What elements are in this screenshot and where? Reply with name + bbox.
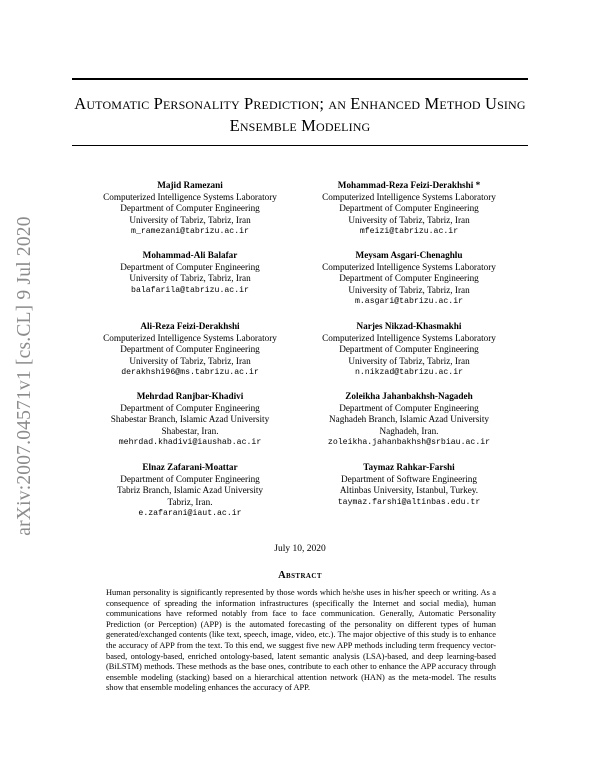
author-email[interactable]: zoleikha.jahanbakhsh@srbiau.ac.ir bbox=[327, 438, 491, 448]
publication-date: July 10, 2020 bbox=[274, 544, 326, 554]
author-email[interactable]: m.asgari@tabrizu.ac.ir bbox=[354, 297, 464, 307]
paper-title: Automatic Personality Prediction; an Enhanced Method Using Ensemble Modeling bbox=[74, 94, 526, 135]
title-top-rule bbox=[72, 78, 528, 80]
author-affiliation: Computerized Intelligence Systems Laboratory bbox=[322, 332, 496, 343]
author-name: Mehrdad Ranjbar-Khadivi bbox=[136, 391, 244, 401]
author-affiliation: Computerized Intelligence Systems Laboratory bbox=[322, 191, 496, 202]
author-block bbox=[75, 250, 305, 296]
author-email[interactable]: derakhshi96@ms.tabrizu.ac.ir bbox=[121, 368, 259, 378]
author-block bbox=[75, 321, 305, 379]
author-email[interactable]: balafarila@tabrizu.ac.ir bbox=[131, 285, 249, 295]
author-affiliation: Department of Software Engineering bbox=[341, 473, 477, 484]
author-affiliation: Naghadeh, Iran. bbox=[379, 425, 439, 436]
author-block bbox=[75, 462, 305, 520]
author-block bbox=[294, 462, 524, 508]
author-affiliation: Department of Computer Engineering bbox=[339, 344, 479, 355]
author-name: Taymaz Rahkar-Farshi bbox=[363, 462, 455, 472]
author-block bbox=[294, 321, 524, 379]
author-email[interactable]: taymaz.farshi@altinbas.edu.tr bbox=[337, 497, 481, 507]
author-block bbox=[294, 391, 524, 449]
author-block bbox=[75, 391, 305, 449]
author-affiliation: Altinbas University, Istanbul, Turkey. bbox=[339, 485, 479, 496]
author-affiliation: University of Tabriz, Tabriz, Iran bbox=[348, 214, 470, 225]
author-affiliation: Shabestar Branch, Islamic Azad University bbox=[110, 414, 270, 425]
author-affiliation: Department of Computer Engineering bbox=[339, 273, 479, 284]
author-block bbox=[294, 180, 524, 238]
author-name: Mohammad-Reza Feizi-Derakhshi * bbox=[337, 180, 481, 190]
author-affiliation: Computerized Intelligence Systems Laboratory bbox=[322, 261, 496, 272]
author-affiliation: University of Tabriz, Tabriz, Iran bbox=[129, 273, 251, 284]
author-affiliation: Department of Computer Engineering bbox=[120, 473, 260, 484]
author-affiliation: Department of Computer Engineering bbox=[339, 203, 479, 214]
author-affiliation: Computerized Intelligence Systems Laboratory bbox=[103, 191, 277, 202]
author-name: Mohammad-Ali Balafar bbox=[142, 250, 238, 260]
author-affiliation: University of Tabriz, Tabriz, Iran bbox=[129, 214, 251, 225]
abstract-heading: Abstract bbox=[278, 570, 322, 581]
author-email[interactable]: m_ramezani@tabrizu.ac.ir bbox=[131, 227, 249, 237]
author-email[interactable]: e.zafarani@iaut.ac.ir bbox=[138, 509, 242, 519]
author-affiliation: Naghadeh Branch, Islamic Azad University bbox=[329, 414, 489, 425]
author-email[interactable]: mfeizi@tabrizu.ac.ir bbox=[359, 227, 459, 237]
author-affiliation: Department of Computer Engineering bbox=[120, 344, 260, 355]
author-block bbox=[294, 250, 524, 308]
author-name: Ali-Reza Feizi-Derakhshi bbox=[140, 321, 240, 331]
author-affiliation: Computerized Intelligence Systems Laboratory bbox=[103, 332, 277, 343]
title-bottom-rule bbox=[72, 145, 528, 146]
author-affiliation: Tabriz Branch, Islamic Azad University bbox=[116, 485, 264, 496]
author-affiliation: University of Tabriz, Tabriz, Iran bbox=[129, 355, 251, 366]
author-name: Majid Ramezani bbox=[157, 180, 223, 190]
author-name: Narjes Nikzad-Khasmakhi bbox=[356, 321, 462, 331]
author-name: Zoleikha Jahanbakhsh-Nagadeh bbox=[345, 391, 473, 401]
author-affiliation: Department of Computer Engineering bbox=[120, 203, 260, 214]
author-name: Meysam Asgari-Chenaghlu bbox=[355, 250, 463, 260]
arxiv-identifier bbox=[12, 208, 38, 544]
abstract-text: Human personality is significantly represented by those words which he/she uses in his/her speech or writing. As a consequence of spreading the information infrastructures (specifically the Internet and social media), human communications have reformed notably from face to face communication. Generally, Automatic Personality Prediction (or Perception) (APP) is the automated forecasting of the personality on different types of human generated/exchanged contents (like text, speech, image, video, etc.). The major objective of this study is to enhance the accuracy of APP from the text. To this end, we suggest five new APP methods including term frequency vector-based, ontology-based, enriched ontology-based, latent semantic analysis (LSA)-based, and deep learning-based (BiLSTM) methods. These methods as the base ones, contribute to each other to enhance the APP accuracy through ensemble modeling (stacking) based on a hierarchical attention network (HAN) as the meta-model. The results show that ensemble modeling enhances the accuracy of APP. bbox=[106, 588, 496, 693]
author-name: Elnaz Zafarani-Moattar bbox=[142, 462, 238, 472]
author-email[interactable]: n.nikzad@tabrizu.ac.ir bbox=[354, 368, 464, 378]
author-affiliation: Tabriz, Iran. bbox=[167, 496, 213, 507]
arxiv-identifier-text: arXiv:2007.04571v1 [cs.CL] 9 Jul 2020 bbox=[14, 216, 35, 536]
author-affiliation: Department of Computer Engineering bbox=[120, 402, 260, 413]
author-affiliation: Department of Computer Engineering bbox=[120, 261, 260, 272]
author-affiliation: Shabestar, Iran. bbox=[161, 425, 219, 436]
author-affiliation: Department of Computer Engineering bbox=[339, 402, 479, 413]
author-affiliation: University of Tabriz, Tabriz, Iran bbox=[348, 355, 470, 366]
author-block bbox=[75, 180, 305, 238]
author-email[interactable]: mehrdad.khadivi@iaushab.ac.ir bbox=[118, 438, 262, 448]
author-affiliation: University of Tabriz, Tabriz, Iran bbox=[348, 284, 470, 295]
